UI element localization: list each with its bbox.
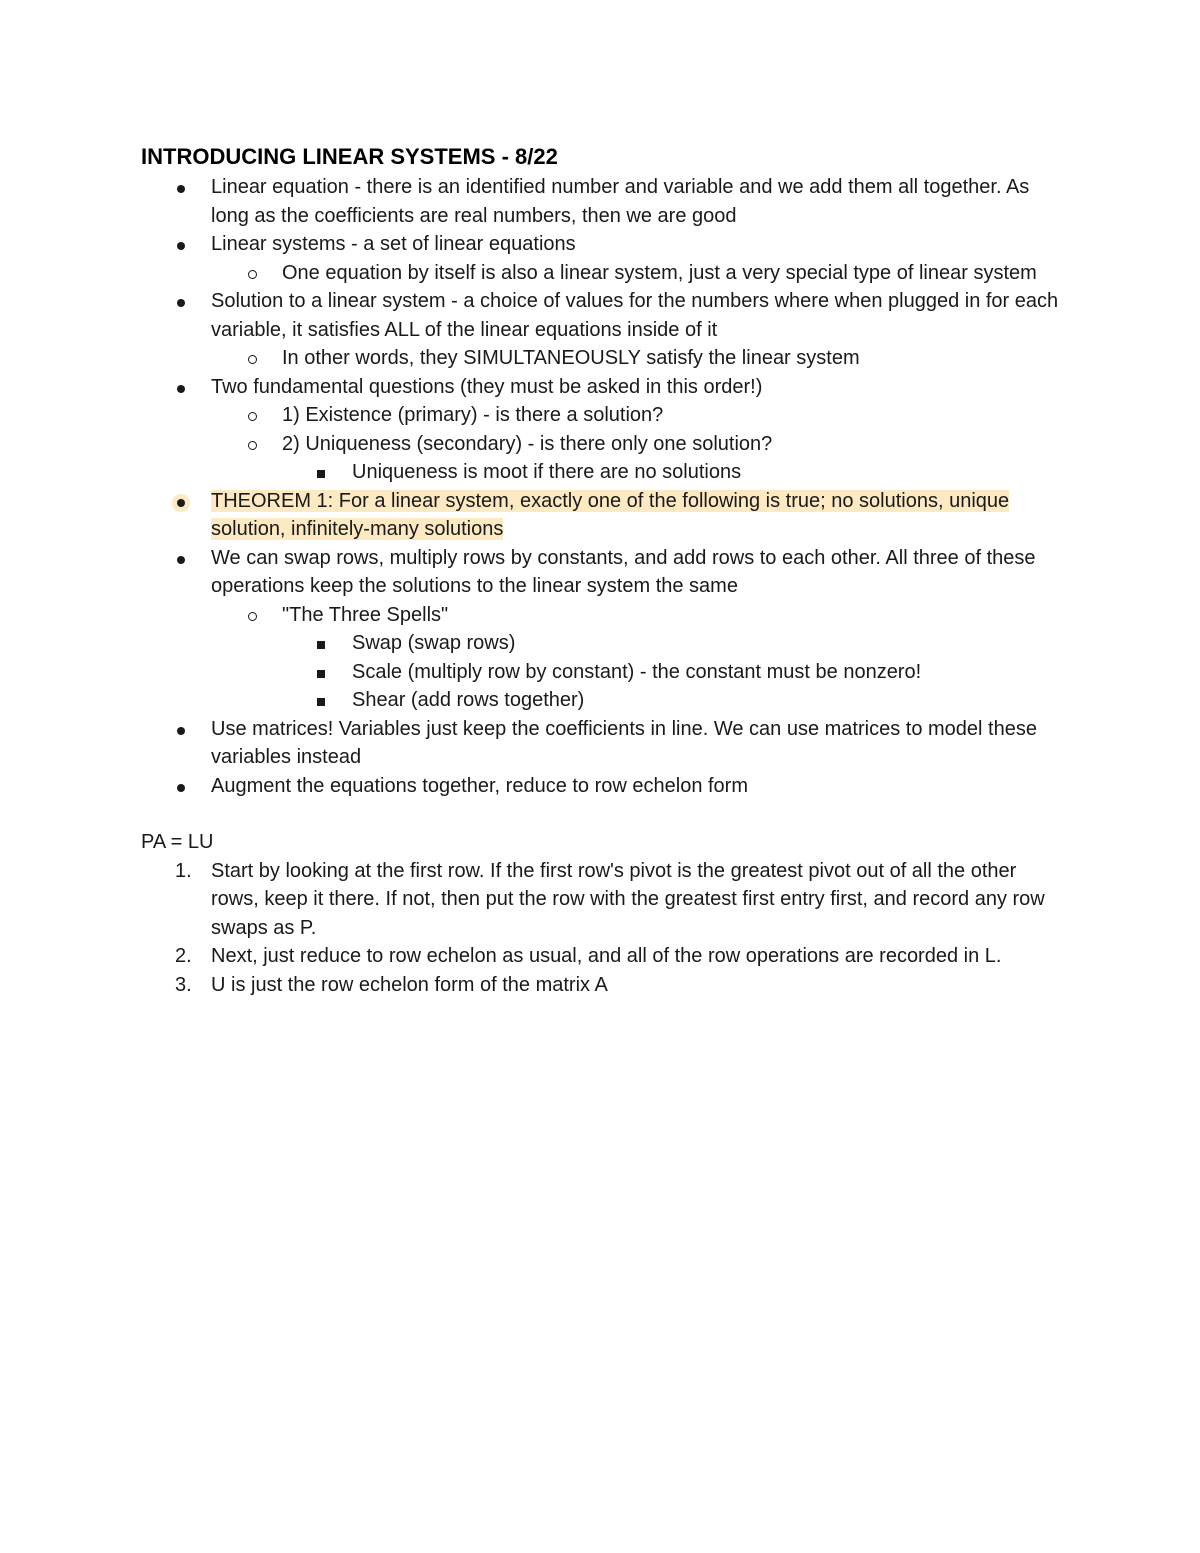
list-item <box>141 401 1061 430</box>
bullet-square-icon <box>317 658 325 687</box>
theorem-list-item <box>141 487 1061 544</box>
nested-list-wrapper <box>141 259 1061 288</box>
list-item <box>141 772 1061 801</box>
bullet-dot-icon <box>177 287 185 316</box>
nested-list-wrapper <box>141 601 1061 715</box>
bullet-text: We can swap rows, multiply rows by constants, and add rows to each other. All three of these operations keep the solutions to the linear system the same <box>211 546 1036 597</box>
palu-heading: PA = LU <box>141 831 214 853</box>
bullet-text: "The Three Spells" <box>282 603 449 626</box>
list-item <box>141 344 1061 373</box>
bullet-dot-icon <box>177 715 185 744</box>
list-item <box>141 430 1061 459</box>
list-item <box>141 544 1061 601</box>
list-item <box>141 173 1061 230</box>
bullet-circle-icon <box>248 344 257 373</box>
bullet-dot-icon <box>177 544 185 573</box>
bullet-dot-icon <box>177 173 185 202</box>
bullet-text: Solution to a linear system - a choice of values for the numbers where when plugged in for each variable, it satisfies ALL of the linear equations inside of it <box>211 290 1059 341</box>
list-item <box>141 373 1061 402</box>
bullet-square-icon <box>317 458 325 487</box>
bullet-text: Swap (swap rows) <box>352 632 516 654</box>
list-item <box>141 259 1061 288</box>
bullet-circle-icon <box>248 601 257 630</box>
list-item <box>141 629 1061 658</box>
step-text: Next, just reduce to row echelon as usual, and all of the row operations are recorded in L. <box>211 945 1002 967</box>
nested-list-wrapper <box>141 401 1061 487</box>
nested-list-wrapper <box>141 458 1061 487</box>
bullet-dot-icon <box>177 230 185 259</box>
bullet-text: 2) Uniqueness (secondary) - is there only one solution? <box>282 432 773 455</box>
list-item <box>141 971 1061 1000</box>
document-page <box>141 141 1061 999</box>
bullet-circle-icon <box>248 401 257 430</box>
list-item <box>141 686 1061 715</box>
highlighted-theorem-text: THEOREM 1: For a linear system, exactly one of the following is true; no solutions, unique solution, infinitely-many solutions <box>211 489 1010 540</box>
bullet-text: Shear (add rows together) <box>352 689 585 711</box>
bullet-text: 1) Existence (primary) - is there a solution? <box>282 404 664 426</box>
blank-line <box>141 800 1061 828</box>
list-item <box>141 458 1061 487</box>
bullet-text: Use matrices! Variables just keep the coefficients in line. We can use matrices to model these variables instead <box>211 717 1037 768</box>
step-text: Start by looking at the first row. If the first row's pivot is the greatest pivot out of all the other rows, keep it there. If not, then put the row with the greatest first entry first, and record any row swaps as P. <box>211 859 1045 939</box>
bullet-dot-icon <box>177 373 185 402</box>
step-text: U is just the row echelon form of the matrix A <box>211 973 608 996</box>
palu-steps-list <box>141 857 1061 1000</box>
page-title: INTRODUCING LINEAR SYSTEMS - 8/22 <box>141 144 558 169</box>
bullet-circle-icon <box>248 430 257 459</box>
bullet-text: One equation by itself is also a linear system, just a very special type of linear system <box>282 261 1037 284</box>
nested-list-wrapper <box>141 344 1061 373</box>
list-item <box>141 942 1061 971</box>
step-number: 2. <box>175 945 192 967</box>
bullet-text: Linear systems - a set of linear equations <box>211 233 576 255</box>
list-item <box>141 230 1061 259</box>
list-item <box>141 715 1061 772</box>
bullet-text: Linear equation - there is an identified number and variable and we add them all together. As long as the coefficients are real numbers, then we are good <box>211 176 1030 227</box>
bullet-dot-icon <box>177 772 185 801</box>
nested-list-wrapper <box>141 629 1061 715</box>
list-item <box>141 658 1061 687</box>
bullet-dot-icon <box>177 487 185 516</box>
list-item <box>141 857 1061 943</box>
bullet-text: In other words, they SIMULTANEOUSLY satisfy the linear system <box>282 347 860 369</box>
main-bullet-list <box>141 173 1061 800</box>
bullet-square-icon <box>317 629 325 658</box>
step-number: 1. <box>175 859 192 882</box>
bullet-text: Uniqueness is moot if there are no solutions <box>352 461 742 483</box>
bullet-text: Two fundamental questions (they must be asked in this order!) <box>211 375 763 398</box>
step-number: 3. <box>175 973 192 996</box>
list-item <box>141 601 1061 630</box>
bullet-text: Augment the equations together, reduce to row echelon form <box>211 774 749 797</box>
bullet-square-icon <box>317 686 325 715</box>
list-item <box>141 287 1061 344</box>
bullet-text: Scale (multiply row by constant) - the constant must be nonzero! <box>352 660 922 683</box>
bullet-circle-icon <box>248 259 257 288</box>
